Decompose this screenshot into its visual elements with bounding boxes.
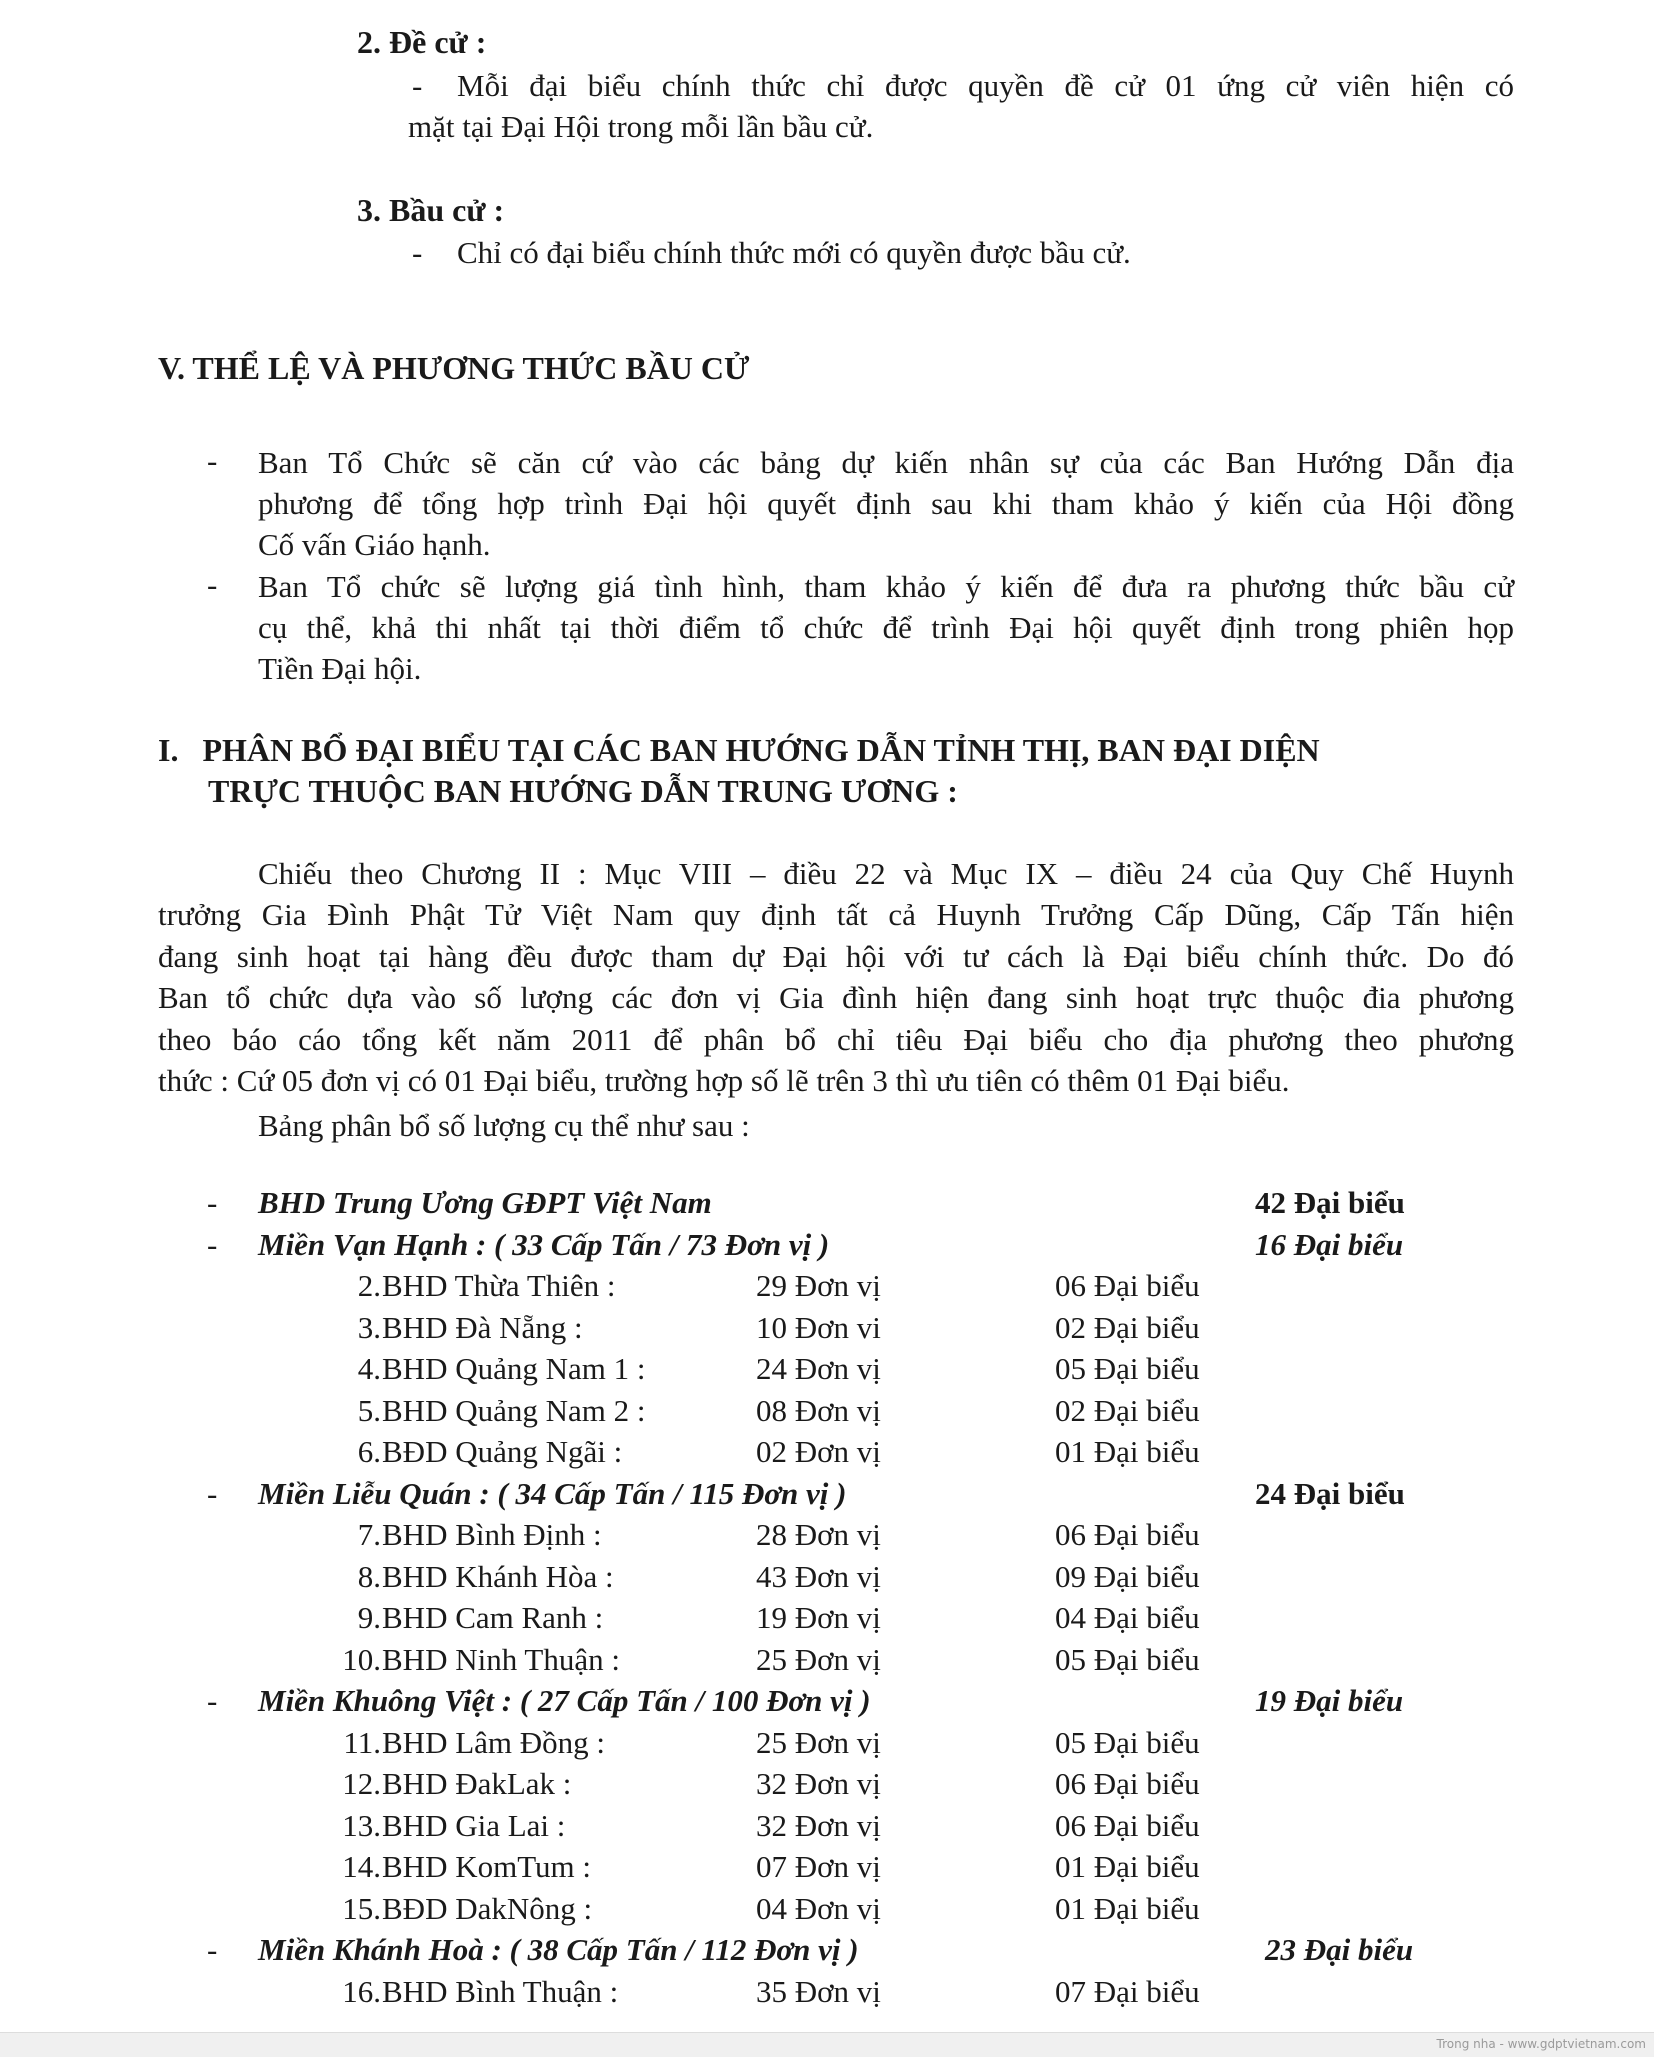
section-v-bullet-1-line-3: Cố vấn Giáo hạnh. (258, 527, 491, 562)
allocation-intro: Bảng phân bổ số lượng cụ thể như sau : (258, 1108, 750, 1143)
item-name: BHD Đà Nẵng : (382, 1309, 583, 1345)
item-name: BHD Gia Lai : (382, 1807, 566, 1843)
section-v-bullet-2 (258, 566, 1514, 689)
section-v-bullet-2-line-1: Ban Tổ chức sẽ lượng giá tình hình, tham khảo ý kiến để đưa ra phương thức bầu cử (258, 569, 1514, 604)
group-name: Miền Vạn Hạnh : ( 33 Cấp Tấn / 73 Đơn vị ) (258, 1226, 830, 1262)
section-i-paragraph-line-6: thức : Cứ 05 đơn vị có 01 Đại biểu, trường hợp số lẽ trên 3 thì ưu tiên có thêm 01 Đại biểu. (158, 1063, 1290, 1099)
group-dash: - (207, 1475, 218, 1511)
allocation-group-row (0, 1683, 1654, 1724)
allocation-item-row (0, 1891, 1654, 1932)
item-number: 14. (342, 1849, 381, 1884)
group-dash: - (207, 1683, 218, 1718)
section-v-bullet-1 (258, 442, 1514, 565)
item-units: 08 Đơn vị (756, 1392, 881, 1428)
allocation-group-row (0, 1932, 1654, 1973)
section-2-line-2: mặt tại Đại Hội trong mỗi lần bầu cử. (408, 109, 874, 144)
allocation-item-row (0, 1559, 1654, 1600)
item-units: 29 Đơn vị (756, 1268, 881, 1303)
item-number: 15. (342, 1890, 381, 1926)
allocation-item-row (0, 1434, 1654, 1475)
item-number: 13. (342, 1807, 381, 1843)
group-name: Miền Khuông Việt : ( 27 Cấp Tấn / 100 Đơn vị ) (258, 1683, 871, 1718)
section-v-bullet-2-line-2: cụ thể, khả thi nhất tại thời điểm tổ chức để trình Đại hội quyết định trong phiên họp (258, 610, 1514, 645)
item-delegates: 02 Đại biểu (1055, 1309, 1200, 1345)
section-i-paragraph-line-3: đang sinh hoạt tại hàng đều được tham dự Đại hội với tư cách là Đại biểu chính thức. Do đó (158, 938, 1514, 974)
section-i-paragraph-line-1: Chiếu theo Chương II : Mục VIII – điều 22 và Mục IX – điều 24 của Quy Chế Huynh (258, 856, 1514, 891)
section-2-heading: 2. Đề cử : (357, 24, 487, 60)
section-3-dash: - (412, 235, 423, 270)
item-units: 25 Đơn vị (756, 1724, 881, 1760)
item-units: 07 Đơn vị (756, 1849, 881, 1884)
section-2-dash: - (412, 68, 423, 103)
item-units: 10 Đơn vi (756, 1309, 881, 1345)
item-number: 6. (357, 1434, 381, 1469)
allocation-item-row (0, 1517, 1654, 1558)
section-v-heading: V. THỂ LỆ VÀ PHƯƠNG THỨC BẦU CỬ (158, 350, 750, 386)
item-delegates: 07 Đại biểu (1055, 1973, 1200, 2009)
section-3-line-1: Chỉ có đại biểu chính thức mới có quyền được bầu cử. (457, 235, 1131, 270)
item-delegates: 01 Đại biểu (1055, 1890, 1200, 1926)
allocation-group-row (0, 1476, 1654, 1517)
allocation-item-row (0, 1600, 1654, 1641)
section-v-bullet-2-dash: - (207, 567, 218, 602)
footer-bar (0, 2032, 1654, 2057)
item-number: 12. (342, 1766, 381, 1801)
item-number: 3. (357, 1309, 381, 1345)
section-i-paragraph-line-4: Ban tổ chức dựa vào số lượng các đơn vị Gia đình hiện đang sinh hoạt trực thuộc đia phương (158, 980, 1514, 1016)
group-delegates: 19 Đại biểu (1255, 1683, 1404, 1718)
item-units: 19 Đơn vị (756, 1600, 881, 1635)
item-number: 8. (357, 1558, 381, 1594)
section-3-heading: 3. Bầu cử : (357, 192, 505, 228)
section-v-bullet-1-dash: - (207, 443, 218, 478)
item-units: 24 Đơn vị (756, 1351, 881, 1386)
allocation-item-row (0, 1310, 1654, 1351)
group-delegates: 42 Đại biểu (1255, 1185, 1405, 1220)
item-delegates: 06 Đại biểu (1055, 1517, 1200, 1552)
group-name: Miền Liễu Quán : ( 34 Cấp Tấn / 115 Đơn vị ) (258, 1475, 847, 1511)
item-units: 04 Đơn vị (756, 1890, 881, 1926)
item-name: BHD KomTum : (382, 1849, 592, 1884)
allocation-group-row (0, 1227, 1654, 1268)
item-delegates: 05 Đại biểu (1055, 1641, 1200, 1677)
group-name: BHD Trung Ương GĐPT Việt Nam (258, 1185, 712, 1220)
section-v-bullet-1-line-1: Ban Tổ Chức sẽ căn cứ vào các bảng dự kiến nhân sự của các Ban Hướng Dẫn địa (258, 445, 1514, 480)
item-delegates: 01 Đại biểu (1055, 1434, 1200, 1469)
item-name: BHD Ninh Thuận : (382, 1641, 620, 1677)
allocation-item-row (0, 1642, 1654, 1683)
allocation-item-row (0, 1725, 1654, 1766)
allocation-item-row (0, 1849, 1654, 1890)
allocation-item-row (0, 1351, 1654, 1392)
item-name: BHD Cam Ranh : (382, 1600, 604, 1635)
section-2-line-1: Mỗi đại biểu chính thức chỉ được quyền đề cử 01 ứng cử viên hiện có (457, 68, 1514, 103)
item-delegates: 02 Đại biểu (1055, 1392, 1200, 1428)
section-i-paragraph-line-5: theo báo cáo tổng kết năm 2011 để phân bổ chỉ tiêu Đại biểu cho địa phương theo phương (158, 1021, 1514, 1057)
item-name: BĐD DakNông : (382, 1890, 593, 1926)
item-units: 43 Đơn vị (756, 1558, 881, 1594)
item-number: 9. (357, 1600, 381, 1635)
item-delegates: 05 Đại biểu (1055, 1724, 1200, 1760)
item-number: 10. (342, 1641, 381, 1677)
item-name: BHD Lâm Đồng : (382, 1724, 606, 1760)
footer-site-text: Trong nha - www.gdptvietnam.com (1436, 2037, 1646, 2051)
item-delegates: 01 Đại biểu (1055, 1849, 1200, 1884)
item-number: 2. (357, 1268, 381, 1303)
allocation-item-row (0, 1974, 1654, 2015)
section-i-heading-line-2: TRỰC THUỘC BAN HƯỚNG DẪN TRUNG ƯƠNG : (208, 773, 958, 809)
item-name: BHD Thừa Thiên : (382, 1268, 616, 1303)
allocation-item-row (0, 1766, 1654, 1807)
group-dash: - (207, 1185, 218, 1220)
item-name: BHD Bình Định : (382, 1517, 602, 1552)
item-name: BHD Khánh Hòa : (382, 1558, 614, 1594)
section-v-bullet-1-line-2: phương để tổng hợp trình Đại hội quyết định sau khi tham khảo ý kiến của Hội đồng (258, 486, 1514, 521)
item-number: 11. (343, 1724, 381, 1760)
allocation-item-row (0, 1808, 1654, 1849)
item-number: 5. (357, 1392, 381, 1428)
group-name: Miền Khánh Hoà : ( 38 Cấp Tấn / 112 Đơn vị ) (258, 1932, 859, 1967)
item-delegates: 04 Đại biểu (1055, 1600, 1200, 1635)
item-number: 7. (357, 1517, 381, 1552)
allocation-group-row (0, 1185, 1654, 1226)
group-delegates: 16 Đại biểu (1255, 1226, 1404, 1262)
item-units: 28 Đơn vị (756, 1517, 881, 1552)
item-delegates: 06 Đại biểu (1055, 1807, 1200, 1843)
item-name: BHD Quảng Nam 2 : (382, 1392, 646, 1428)
item-name: BHD Bình Thuận : (382, 1973, 619, 2009)
item-number: 4. (357, 1351, 381, 1386)
item-units: 32 Đơn vị (756, 1807, 881, 1843)
section-i-paragraph (158, 853, 1514, 1101)
section-i-paragraph-line-2: trưởng Gia Đình Phật Tử Việt Nam quy định tất cả Huynh Trưởng Cấp Dũng, Cấp Tấn hiện (158, 897, 1514, 933)
section-i-heading-line-1: I. PHÂN BỔ ĐẠI BIỂU TẠI CÁC BAN HƯỚNG DẪN TỈNH THỊ, BAN ĐẠI DIỆN (158, 732, 1320, 768)
section-v-bullet-2-line-3: Tiền Đại hội. (258, 651, 422, 686)
item-units: 25 Đơn vị (756, 1641, 881, 1677)
item-name: BĐD Quảng Ngãi : (382, 1434, 623, 1469)
group-dash: - (207, 1932, 218, 1967)
group-dash: - (207, 1226, 218, 1262)
item-delegates: 06 Đại biểu (1055, 1766, 1200, 1801)
item-units: 02 Đơn vị (756, 1434, 881, 1469)
group-delegates: 23 Đại biểu (1265, 1932, 1414, 1967)
item-number: 16. (342, 1973, 381, 2009)
item-units: 35 Đơn vị (756, 1973, 881, 2009)
item-units: 32 Đơn vị (756, 1766, 881, 1801)
item-delegates: 06 Đại biểu (1055, 1268, 1200, 1303)
allocation-item-row (0, 1393, 1654, 1434)
item-name: BHD ĐakLak : (382, 1766, 572, 1801)
allocation-item-row (0, 1268, 1654, 1309)
item-name: BHD Quảng Nam 1 : (382, 1351, 646, 1386)
item-delegates: 05 Đại biểu (1055, 1351, 1200, 1386)
item-delegates: 09 Đại biểu (1055, 1558, 1200, 1594)
group-delegates: 24 Đại biểu (1255, 1475, 1405, 1511)
